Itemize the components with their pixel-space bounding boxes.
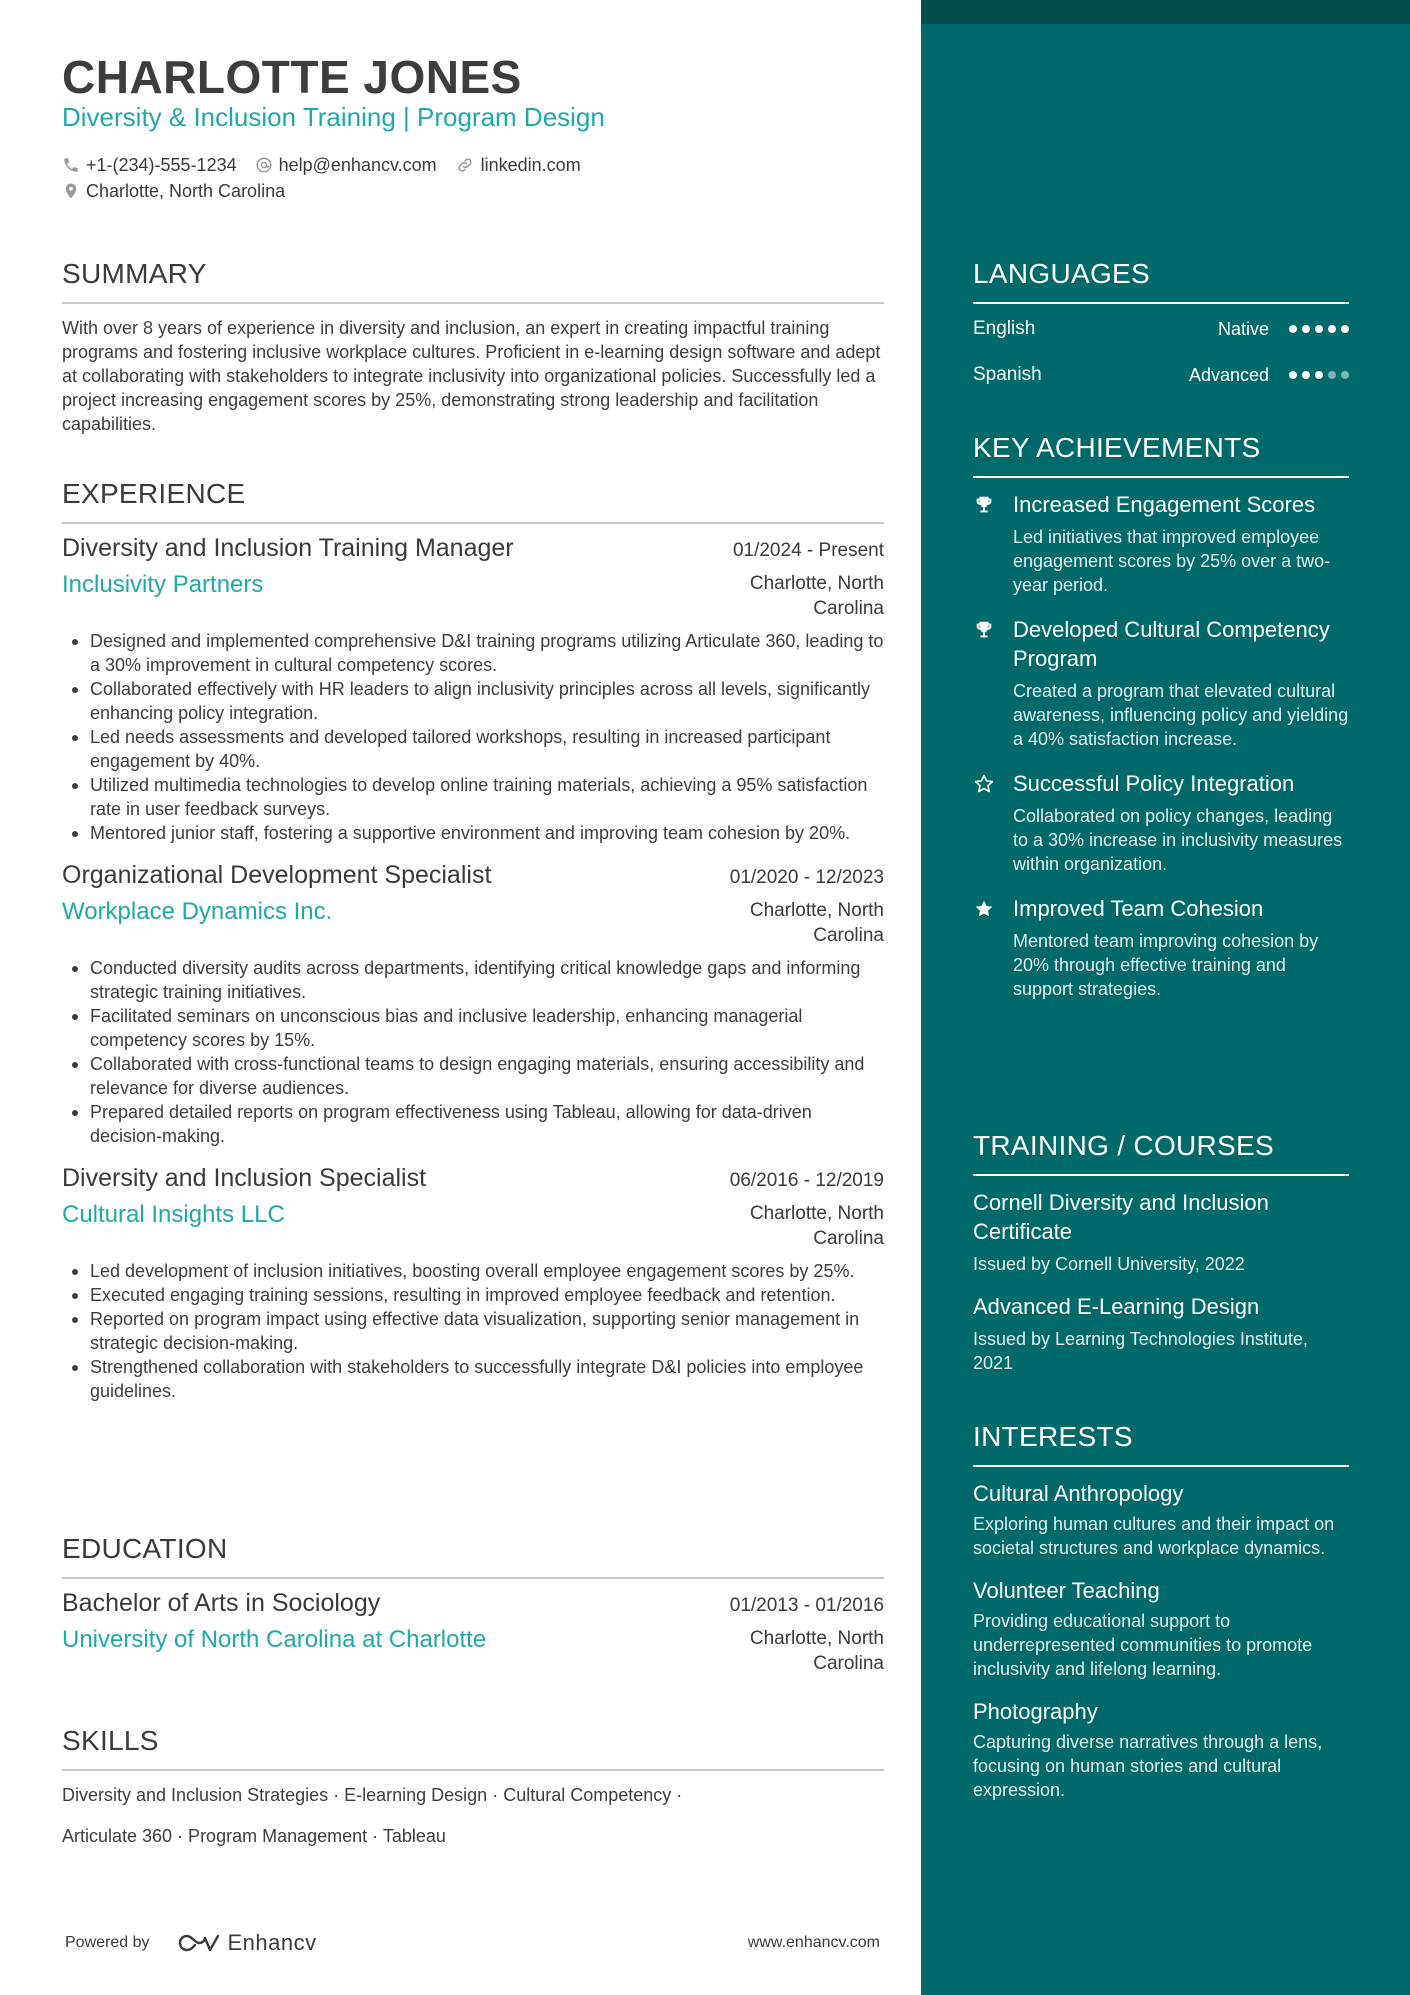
location-text: Charlotte, North Carolina — [86, 180, 286, 201]
interest-title: Volunteer Teaching — [973, 1578, 1160, 1603]
job-date: 01/2020 - 12/2023 — [729, 867, 884, 888]
achievement-item — [973, 615, 1349, 751]
enhancv-logo[interactable] — [176, 1930, 317, 1956]
job-bullet: Reported on program impact using effective data visualization, supporting senior management in strategic decision-making. — [62, 1307, 884, 1355]
job-date: 06/2016 - 12/2019 — [729, 1170, 884, 1191]
language-level: Advanced — [1188, 364, 1269, 385]
footer — [65, 1930, 880, 1956]
achievement-title: Successful Policy Integration — [1013, 771, 1295, 796]
language-row — [973, 306, 1349, 352]
degree-title: Bachelor of Arts in Sociology — [62, 1589, 381, 1617]
language-name: English — [973, 318, 1036, 339]
brand-name: Enhancv — [227, 1930, 317, 1955]
interest-title: Cultural Anthropology — [973, 1481, 1184, 1506]
education-date: 01/2013 - 01/2016 — [729, 1595, 884, 1616]
proficiency-dot-empty — [1328, 371, 1336, 379]
sidebar-top-bar — [921, 0, 1410, 24]
phone-item — [62, 155, 237, 176]
job-bullets — [62, 1259, 884, 1403]
interests-title: INTERESTS — [973, 1421, 1349, 1467]
language-row — [973, 352, 1349, 398]
job-location: Charlotte, North Carolina — [749, 573, 884, 619]
job-bullets — [62, 956, 884, 1148]
proficiency-dot-filled — [1315, 325, 1323, 333]
languages-section — [973, 258, 1349, 398]
achievement-item — [973, 490, 1349, 597]
school-name: University of North Carolina at Charlotte — [62, 1626, 487, 1653]
proficiency-dot-empty — [1341, 371, 1349, 379]
job-bullet: Prepared detailed reports on program effectiveness using Tableau, allowing for data-driven decision-making. — [62, 1100, 884, 1148]
skills-section — [62, 1725, 884, 1857]
location-item — [62, 181, 285, 202]
training-section — [973, 1130, 1349, 1375]
job-company: Cultural Insights LLC — [62, 1201, 285, 1228]
job-title: Diversity and Inclusion Specialist — [62, 1164, 427, 1192]
job-bullet: Executed engaging training sessions, resulting in improved employee feedback and retention. — [62, 1283, 884, 1307]
achievement-item — [973, 894, 1349, 1001]
achievement-title: Developed Cultural Competency Program — [1013, 617, 1330, 671]
experience-title: EXPERIENCE — [62, 478, 884, 524]
star-filled-icon — [973, 898, 995, 920]
linkedin-item[interactable] — [455, 155, 581, 176]
education-entry — [62, 1589, 884, 1676]
course-desc: Issued by Cornell University, 2022 — [973, 1254, 1245, 1274]
interest-title: Photography — [973, 1699, 1098, 1724]
training-title: TRAINING / COURSES — [973, 1130, 1349, 1176]
proficiency-dot-filled — [1302, 371, 1310, 379]
proficiency-dot-filled — [1302, 325, 1310, 333]
location-pin-icon — [62, 182, 80, 200]
education-title: EDUCATION — [62, 1533, 884, 1579]
skills-title: SKILLS — [62, 1725, 884, 1771]
achievements-title: KEY ACHIEVEMENTS — [973, 432, 1349, 478]
education-location: Charlotte, North Carolina — [749, 1628, 884, 1674]
skills-line: Articulate 360 · Program Management · Tableau — [62, 1826, 446, 1846]
enhancv-logo-icon — [176, 1931, 222, 1955]
job-bullet: Strengthened collaboration with stakeholders to successfully integrate D&I policies into employee guidelines. — [62, 1355, 884, 1403]
job-date: 01/2024 - Present — [732, 540, 884, 561]
contact-info — [62, 152, 599, 204]
candidate-name: CHARLOTTE JONES — [62, 51, 522, 103]
language-proficiency-dots — [1289, 371, 1349, 379]
proficiency-dot-filled — [1328, 325, 1336, 333]
interests-section — [973, 1421, 1349, 1802]
proficiency-dot-filled — [1315, 371, 1323, 379]
job-bullet: Collaborated effectively with HR leaders to align inclusivity principles across all levels, significantly enhancing policy integration. — [62, 677, 884, 725]
achievement-desc: Mentored team improving cohesion by 20% through effective training and support strategies. — [1013, 931, 1319, 999]
job-location: Charlotte, North Carolina — [749, 1203, 884, 1249]
interest-desc: Capturing diverse narratives through a lens, focusing on human stories and cultural expression. — [973, 1732, 1323, 1800]
link-icon — [455, 156, 475, 174]
achievement-desc: Created a program that elevated cultural awareness, influencing policy and yielding a 40% satisfaction increase. — [1013, 681, 1349, 749]
language-level: Native — [1217, 318, 1269, 339]
interest-item — [973, 1576, 1349, 1681]
achievement-title: Increased Engagement Scores — [1013, 492, 1316, 517]
course-desc: Issued by Learning Technologies Institute, 2021 — [973, 1329, 1308, 1373]
job-company: Workplace Dynamics Inc. — [62, 898, 333, 925]
job-entry — [62, 534, 884, 845]
experience-section — [62, 478, 884, 1403]
summary-section — [62, 258, 884, 436]
course-title: Cornell Diversity and Inclusion Certificate — [973, 1190, 1269, 1244]
job-entry — [62, 861, 884, 1148]
languages-title: LANGUAGES — [973, 258, 1349, 304]
job-bullet: Conducted diversity audits across departments, identifying critical knowledge gaps and informing strategic training initiatives. — [62, 956, 884, 1004]
achievement-item — [973, 769, 1349, 876]
achievements-section — [973, 432, 1349, 1001]
language-proficiency-dots — [1289, 325, 1349, 333]
language-name: Spanish — [973, 364, 1042, 385]
course-item — [973, 1188, 1349, 1276]
interest-desc: Exploring human cultures and their impact on societal structures and workplace dynamics. — [973, 1514, 1335, 1558]
job-title: Organizational Development Specialist — [62, 861, 492, 889]
achievement-desc: Collaborated on policy changes, leading to a 30% increase in inclusivity measures within organization. — [1013, 806, 1343, 874]
education-section — [62, 1533, 884, 1676]
achievement-title: Improved Team Cohesion — [1013, 896, 1264, 921]
job-title: Diversity and Inclusion Training Manager — [62, 534, 514, 562]
footer-url[interactable]: www.enhancv.com — [747, 1934, 880, 1951]
job-bullet: Collaborated with cross-functional teams to design engaging materials, ensuring accessibility and relevance for diverse audiences. — [62, 1052, 884, 1100]
skills-line: Diversity and Inclusion Strategies · E-learning Design · Cultural Competency · — [62, 1785, 683, 1805]
job-bullet: Facilitated seminars on unconscious bias and inclusive leadership, enhancing managerial competency scores by 15%. — [62, 1004, 884, 1052]
job-bullet: Led needs assessments and developed tailored workshops, resulting in increased participant engagement by 40%. — [62, 725, 884, 773]
job-bullet: Led development of inclusion initiatives, boosting overall employee engagement scores by 25%. — [62, 1259, 884, 1283]
summary-title: SUMMARY — [62, 258, 884, 304]
course-item — [973, 1292, 1349, 1375]
course-title: Advanced E-Learning Design — [973, 1294, 1260, 1319]
job-company: Inclusivity Partners — [62, 571, 264, 598]
summary-text: With over 8 years of experience in diversity and inclusion, an expert in creating impactful training programs and fostering inclusive workplace cultures. Proficient in e-learning design software and adept at collaborating with stakeholders to integrate inclusivity into organizational policies. Successfully led a project increasing engagement scores by 25%, demonstrating strong leadership and facilitation capabilities. — [62, 318, 881, 434]
job-bullet: Mentored junior staff, fostering a supportive environment and improving team cohesion by 20%. — [62, 821, 884, 845]
star-outline-icon — [973, 773, 995, 795]
interest-desc: Providing educational support to underrepresented communities to promote inclusivity and lifelong learning. — [973, 1611, 1313, 1679]
email-item[interactable] — [255, 155, 437, 176]
phone-icon — [62, 156, 80, 174]
job-bullets — [62, 629, 884, 845]
proficiency-dot-filled — [1289, 325, 1297, 333]
job-bullet: Designed and implemented comprehensive D&I training programs utilizing Articulate 360, leading to a 30% improvement in cultural competency scores. — [62, 629, 884, 677]
at-icon — [255, 156, 273, 174]
proficiency-dot-filled — [1341, 325, 1349, 333]
candidate-headline: Diversity & Inclusion Training | Program Design — [62, 102, 605, 132]
trophy-icon — [973, 494, 995, 516]
proficiency-dot-filled — [1289, 371, 1297, 379]
interest-item — [973, 1697, 1349, 1802]
job-entry — [62, 1164, 884, 1403]
trophy-icon — [973, 619, 995, 641]
sidebar — [921, 0, 1410, 1995]
job-bullet: Utilized multimedia technologies to develop online training materials, achieving a 95% satisfaction rate in user feedback surveys. — [62, 773, 884, 821]
phone-text: +1-(234)-555-1234 — [86, 154, 237, 175]
email-text[interactable]: help@enhancv.com — [278, 154, 437, 175]
interest-item — [973, 1479, 1349, 1560]
powered-by-text: Powered by — [65, 1934, 150, 1951]
linkedin-text[interactable]: linkedin.com — [480, 154, 581, 175]
job-location: Charlotte, North Carolina — [749, 900, 884, 946]
achievement-desc: Led initiatives that improved employee engagement scores by 25% over a two-year period. — [1013, 527, 1331, 595]
